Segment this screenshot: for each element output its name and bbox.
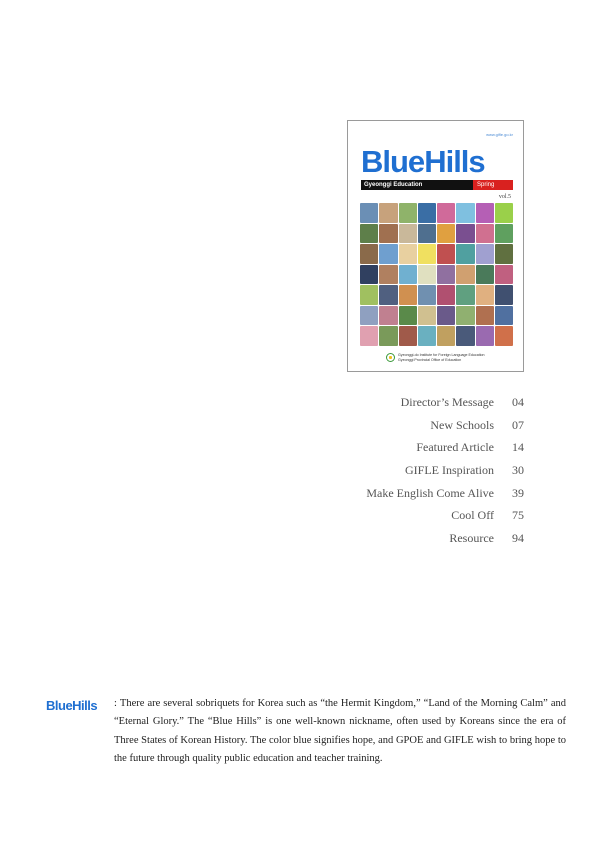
cover-title-part2: Hills [424,144,485,179]
collage-photo-tile [379,224,397,244]
toc-page-number: 30 [512,463,524,478]
toc-page-number: 14 [512,440,524,455]
toc-title: Cool Off [451,508,494,523]
toc-row[interactable] [300,418,524,441]
toc-row[interactable] [300,508,524,531]
cover-footer-line1: Gyeonggi-do Institute for Foreign Language Education [398,353,485,357]
collage-photo-tile [476,326,494,346]
collage-photo-tile [360,265,378,285]
collage-photo-tile [456,265,474,285]
collage-photo-tile [379,265,397,285]
collage-photo-tile [418,224,436,244]
collage-photo-tile [360,285,378,305]
collage-photo-tile [495,326,513,346]
collage-photo-tile [418,285,436,305]
collage-photo-tile [456,306,474,326]
collage-photo-tile [360,306,378,326]
toc-row[interactable] [300,463,524,486]
toc-title: New Schools [430,417,494,432]
collage-photo-tile [399,306,417,326]
blurb-logo-part1: Blue [46,698,73,713]
magazine-cover [347,120,524,372]
collage-photo-tile [437,224,455,244]
toc-page-number: 94 [512,531,524,546]
blurb-colon: : [114,698,117,709]
collage-photo-tile [379,244,397,264]
toc-page-number: 75 [512,508,524,523]
collage-photo-tile [495,285,513,305]
cover-subtitle: Gyeonggi Education [364,182,423,188]
cover-footer [386,353,485,362]
collage-photo-tile [360,203,378,223]
collage-photo-tile [360,326,378,346]
toc-title: Director’s Message [400,395,494,409]
collage-photo-tile [399,203,417,223]
toc-title: Featured Article [416,440,494,455]
cover-footer-text [398,353,485,362]
collage-photo-tile [456,203,474,223]
collage-photo-tile [476,285,494,305]
toc-row[interactable] [300,531,524,554]
toc-title: GIFLE Inspiration [405,463,494,478]
cover-title [361,146,485,177]
blurb-text [114,695,566,769]
cover-season: Spring 2010 [473,180,513,190]
blurb-body: There are several sobriquets for Korea such as “the Hermit Kingdom,” “Land of the Morning Calm” and “Eternal Glory.” The “Blue Hills” is one well-known nickname, often used by Koreans since the era of Three States of Korean History. The color blue signifies hope, and GPOE and GIFLE wish to bring hope to the future through quality public education and teacher training. [114,698,566,765]
collage-photo-tile [399,265,417,285]
gifle-logo-icon [386,353,395,362]
toc-row[interactable] [300,486,524,509]
collage-photo-tile [495,244,513,264]
collage-photo-tile [437,244,455,264]
collage-photo-tile [379,306,397,326]
toc-title: Make English Come Alive [366,485,494,500]
collage-photo-tile [456,285,474,305]
collage-photo-tile [437,203,455,223]
collage-photo-tile [476,306,494,326]
collage-photo-tile [437,326,455,346]
collage-photo-tile [418,326,436,346]
collage-photo-tile [456,244,474,264]
collage-photo-tile [437,265,455,285]
cover-photo-collage [360,203,513,346]
collage-photo-tile [495,203,513,223]
toc-page-number: 39 [512,485,524,500]
table-of-contents [300,395,524,554]
collage-photo-tile [476,244,494,264]
collage-photo-tile [456,224,474,244]
blurb-logo-part2: Hills [72,698,98,713]
cover-footer-line2: Gyeonggi Provincial Office of Education [398,357,462,362]
toc-page-number: 07 [512,417,524,432]
collage-photo-tile [437,306,455,326]
collage-photo-tile [379,326,397,346]
collage-photo-tile [437,285,455,305]
collage-photo-tile [360,244,378,264]
toc-title: Resource [449,531,494,546]
collage-photo-tile [495,265,513,285]
collage-photo-tile [360,224,378,244]
collage-photo-tile [418,306,436,326]
collage-photo-tile [495,306,513,326]
toc-row[interactable] [300,395,524,418]
cover-volume: vol.5 [498,194,511,200]
collage-photo-tile [399,244,417,264]
collage-photo-tile [476,203,494,223]
collage-photo-tile [495,224,513,244]
blue-hills-logo [46,698,97,713]
collage-photo-tile [476,224,494,244]
collage-photo-tile [456,326,474,346]
toc-row[interactable] [300,440,524,463]
collage-photo-tile [379,203,397,223]
cover-title-part1: Blue [361,144,425,179]
collage-photo-tile [379,285,397,305]
collage-photo-tile [399,326,417,346]
collage-photo-tile [418,203,436,223]
collage-photo-tile [418,265,436,285]
collage-photo-tile [418,244,436,264]
blue-hills-blurb [46,695,566,769]
collage-photo-tile [399,285,417,305]
collage-photo-tile [476,265,494,285]
toc-page-number: 04 [512,395,524,409]
cover-url: www.gifle.go.kr [486,132,513,137]
collage-photo-tile [399,224,417,244]
